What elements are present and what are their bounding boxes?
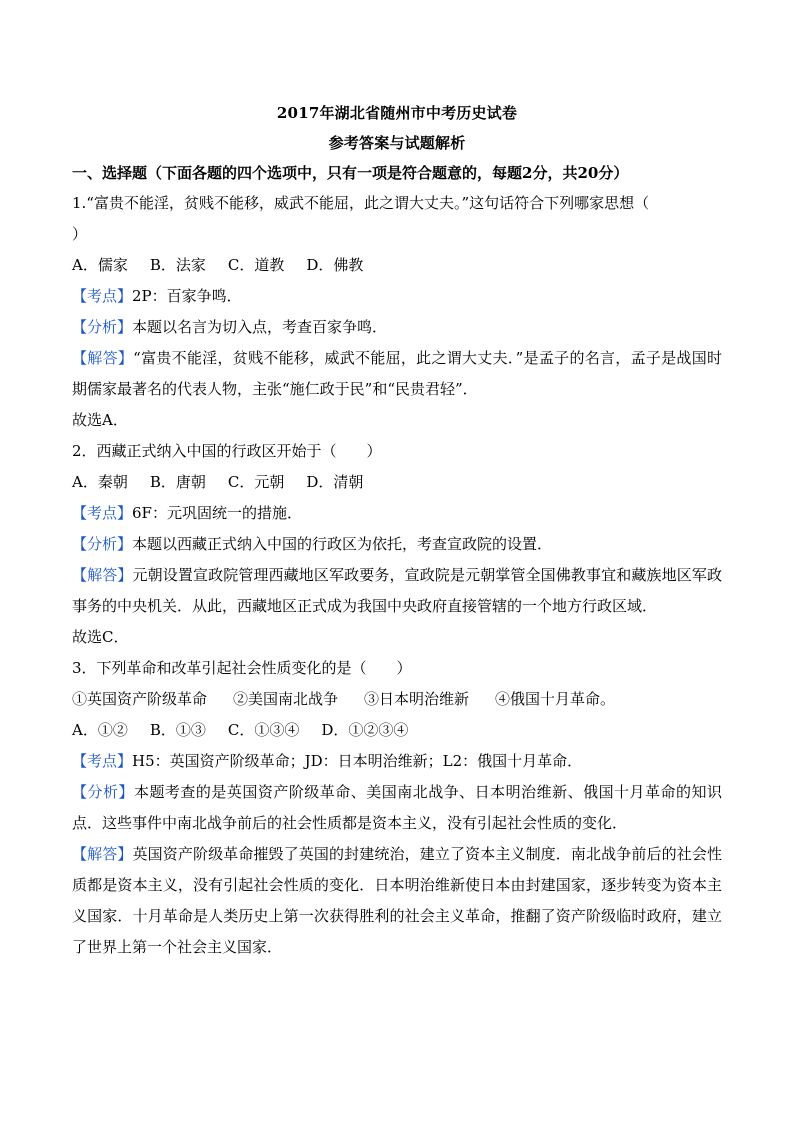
q2-jieda-text: 元朝设置宣政院管理西藏地区军政要务，宣政院是元朝掌管全国佛教事宜和藏族地区军政事务的中央机关．从此，西藏地区正式成为我国中央政府直接管辖的一个地方行政区域．	[72, 566, 722, 615]
q2-fenxi	[72, 529, 722, 560]
q3-fenxi	[72, 777, 722, 839]
q1-option-a: A．儒家	[72, 256, 128, 274]
q1-fenxi	[72, 312, 722, 343]
q1-kaodian	[72, 281, 722, 312]
fenxi-tag: 【分析】	[72, 318, 133, 336]
q3-kaodian-text: H5：英国资产阶级革命；JD：日本明治维新；L2：俄国十月革命．	[132, 752, 583, 770]
q1-answer: 故选A．	[72, 411, 128, 429]
q1-option-d: D．佛教	[306, 256, 364, 274]
document-title: 2017年湖北省随州市中考历史试卷	[276, 104, 518, 122]
q3-jieda-text: 英国资产阶级革命摧毁了英国的封建统治，建立了资本主义制度．南北战争前后的社会性质都是资本主义，没有引起社会性质的变化．日本明治维新使日本由封建国家，逐步转变为资本主义国家．十月革命是人类历史上第一次获得胜利的社会主义革命，推翻了资产阶级临时政府，建立了世界上第一个社会主义国家．	[72, 845, 722, 956]
q3-option-c: C．①③④	[227, 721, 300, 739]
kaodian-tag: 【考点】	[72, 504, 133, 522]
q2-answer: 故选C．	[72, 628, 129, 646]
q1-jieda	[72, 343, 722, 405]
q2-kaodian	[72, 498, 722, 529]
q2-stem: 2．西藏正式纳入中国的行政区开始于（ ）	[72, 442, 382, 460]
q2-fenxi-text: 本题以西藏正式纳入中国的行政区为依托，考查宣政院的设置．	[132, 535, 553, 553]
q3-fenxi-text: 本题考查的是英国资产阶级革命、美国南北战争、日本明治维新、俄国十月革命的知识点．这些事件中南北战争前后的社会性质都是资本主义，没有引起社会性质的变化．	[72, 783, 722, 832]
q1-options	[72, 250, 722, 281]
q2-options	[72, 467, 722, 498]
fenxi-tag: 【分析】	[72, 783, 134, 801]
jieda-tag: 【解答】	[72, 566, 133, 584]
kaodian-tag: 【考点】	[72, 287, 133, 305]
q1-option-b: B．法家	[149, 256, 206, 274]
q1-jieda-text: “富贵不能淫，贫贱不能移，威武不能屈，此之谓大丈夫．”是孟子的名言，孟子是战国时期儒家最著名的代表人物，主张“施仁政于民”和“民贵君轻”．	[72, 349, 722, 398]
q3-stem: 3．下列革命和改革引起社会性质变化的是（ ）	[72, 659, 412, 677]
q3-item-3: ③日本明治维新	[364, 690, 470, 708]
q2-option-d: D．清朝	[306, 473, 364, 491]
q3-option-a: A．①②	[72, 721, 128, 739]
kaodian-tag: 【考点】	[72, 752, 133, 770]
q2-option-c: C．元朝	[227, 473, 285, 491]
q1-option-c: C．道教	[227, 256, 285, 274]
q1-stem-cont: ）	[72, 225, 88, 243]
q2-option-b: B．唐朝	[149, 473, 206, 491]
q3-kaodian	[72, 746, 722, 777]
q3-item-1: ①英国资产阶级革命	[72, 690, 208, 708]
q2-jieda	[72, 560, 722, 622]
q3-item-4: ④俄国十月革命。	[495, 690, 616, 708]
document-content	[72, 98, 722, 963]
q3-option-b: B．①③	[149, 721, 206, 739]
jieda-tag: 【解答】	[72, 349, 134, 367]
q2-option-a: A．秦朝	[72, 473, 128, 491]
q1-kaodian-text: 2P：百家争鸣．	[132, 287, 242, 305]
document-subtitle: 参考答案与试题解析	[328, 134, 466, 152]
q3-jieda	[72, 839, 722, 963]
fenxi-tag: 【分析】	[72, 535, 133, 553]
q1-stem: 1.“富贵不能淫，贫贱不能移，威武不能屈，此之谓大丈夫。”这句话符合下列哪家思想（	[72, 194, 650, 212]
jieda-tag: 【解答】	[72, 845, 133, 863]
q3-options	[72, 715, 722, 746]
q2-kaodian-text: 6F：元巩固统一的措施．	[132, 504, 302, 522]
q3-items	[72, 684, 722, 715]
q3-item-2: ②美国南北战争	[233, 690, 339, 708]
section-heading: 一、选择题（下面各题的四个选项中，只有一项是符合题意的，每题2分，共20分）	[72, 164, 629, 182]
q3-option-d: D．①②③④	[321, 721, 409, 739]
q1-fenxi-text: 本题以名言为切入点，考查百家争鸣．	[132, 318, 388, 336]
